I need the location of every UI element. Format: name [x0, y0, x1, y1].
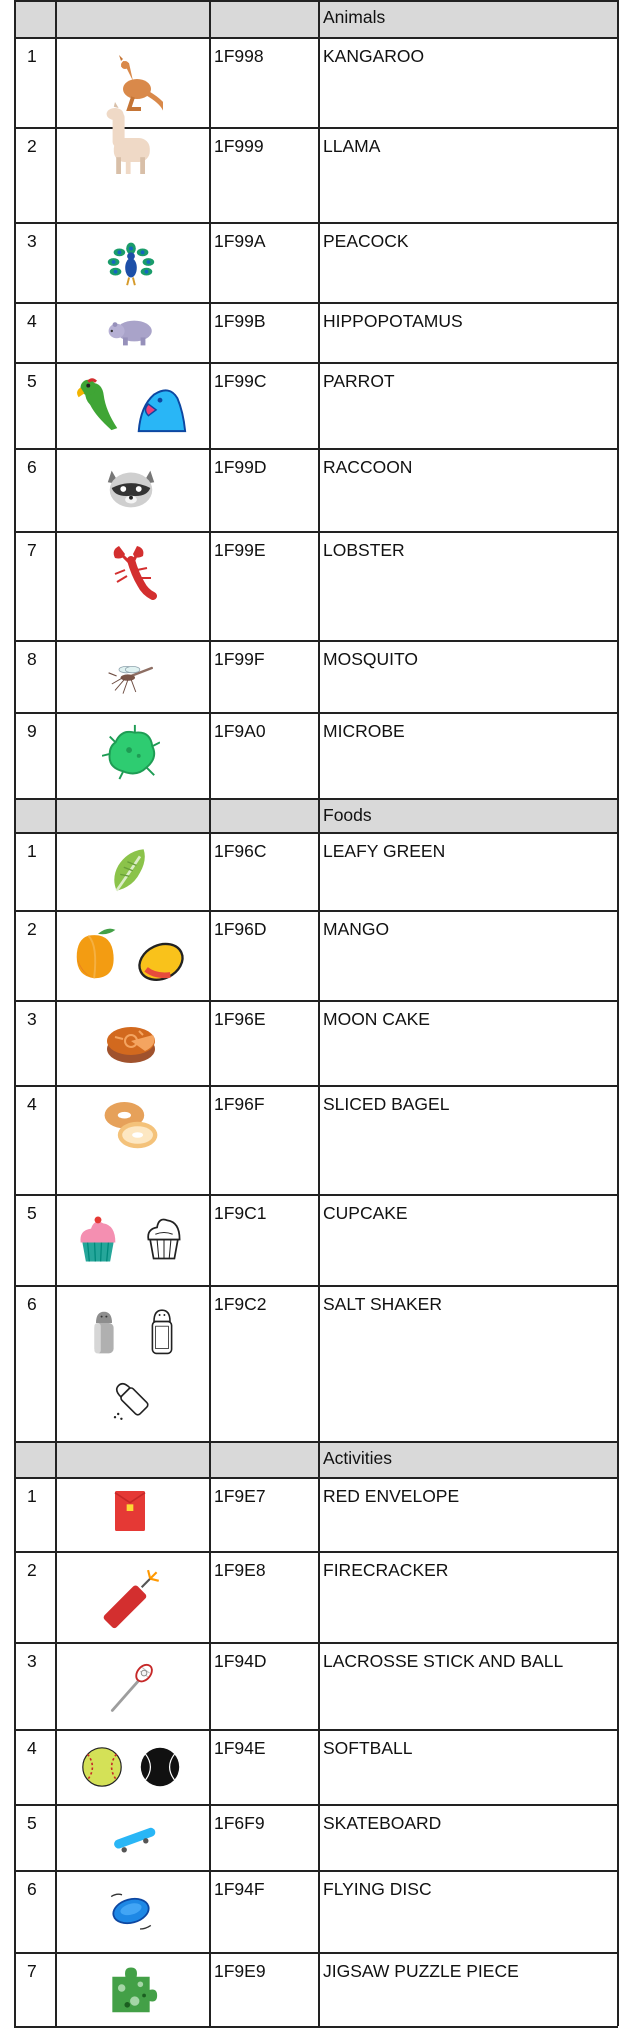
section-title: Animals — [323, 7, 386, 27]
salt-shaker-icon — [80, 1307, 128, 1355]
row-rule — [14, 222, 618, 224]
row-number: 4 — [27, 311, 37, 331]
cupcake-outline-icon — [138, 1210, 190, 1262]
codepoint: 1F9E7 — [214, 1486, 266, 1506]
emoji-name: LOBSTER — [323, 540, 405, 560]
emoji-name: SKATEBOARD — [323, 1813, 442, 1833]
row-rule — [14, 1642, 618, 1644]
skateboard-icon — [108, 1812, 162, 1866]
codepoint: 1F96C — [214, 841, 267, 861]
mosquito-icon — [107, 652, 155, 700]
codepoint: 1F94F — [214, 1879, 265, 1899]
column-rule — [318, 0, 320, 2026]
emoji-name: SALT SHAKER — [323, 1294, 442, 1314]
codepoint: 1F9A0 — [214, 721, 266, 741]
row-rule — [14, 1870, 618, 1872]
codepoint: 1F9E9 — [214, 1961, 266, 1981]
row-rule — [14, 1194, 618, 1196]
row-number: 3 — [27, 231, 37, 251]
emoji-name: RED ENVELOPE — [323, 1486, 460, 1506]
section-title: Foods — [323, 805, 372, 825]
leafy-green-icon — [104, 842, 158, 896]
row-rule — [14, 1000, 618, 1002]
column-rule — [55, 0, 57, 2026]
emoji-name: RACCOON — [323, 457, 413, 477]
row-rule — [14, 1441, 618, 1443]
emoji-name: KANGAROO — [323, 46, 425, 66]
codepoint: 1F99A — [214, 231, 266, 251]
codepoint: 1F9C1 — [214, 1203, 267, 1223]
row-number: 7 — [27, 1961, 37, 1981]
row-number: 1 — [27, 841, 37, 861]
row-number: 6 — [27, 1879, 37, 1899]
raccoon-icon — [102, 459, 160, 517]
row-number: 6 — [27, 457, 37, 477]
emoji-name: SLICED BAGEL — [323, 1094, 450, 1114]
column-rule — [617, 0, 619, 2026]
emoji-name: MANGO — [323, 919, 390, 939]
codepoint: 1F99D — [214, 457, 267, 477]
softball-black-icon — [136, 1743, 184, 1791]
parrot-green-icon — [67, 374, 125, 432]
codepoint: 1F96F — [214, 1094, 265, 1114]
mango-outline-icon — [133, 932, 189, 988]
llama-icon — [97, 102, 169, 174]
row-rule — [14, 1804, 618, 1806]
codepoint: 1F99C — [214, 371, 267, 391]
row-number: 2 — [27, 919, 37, 939]
codepoint: 1F96E — [214, 1009, 266, 1029]
row-number: 5 — [27, 1813, 37, 1833]
emoji-name: MOON CAKE — [323, 1009, 430, 1029]
row-number: 5 — [27, 1203, 37, 1223]
codepoint: 1F99E — [214, 540, 266, 560]
flying-disc-icon — [104, 1884, 158, 1938]
codepoint: 1F998 — [214, 46, 264, 66]
codepoint: 1F9C2 — [214, 1294, 267, 1314]
row-rule — [14, 832, 618, 834]
hippopotamus-icon — [107, 307, 155, 355]
row-rule — [14, 1952, 618, 1954]
emoji-name: PARROT — [323, 371, 395, 391]
emoji-name: MOSQUITO — [323, 649, 418, 669]
row-rule — [14, 1477, 618, 1479]
row-number: 1 — [27, 1486, 37, 1506]
row-number: 3 — [27, 1009, 37, 1029]
column-rule — [14, 0, 16, 2026]
row-number: 8 — [27, 649, 37, 669]
row-rule — [14, 1729, 618, 1731]
row-rule — [14, 2026, 618, 2028]
microbe-icon — [102, 723, 160, 781]
section-header — [15, 798, 617, 832]
codepoint: 1F94E — [214, 1738, 266, 1758]
codepoint: 1F9E8 — [214, 1560, 266, 1580]
codepoint: 1F6F9 — [214, 1813, 265, 1833]
row-rule — [14, 712, 618, 714]
row-rule — [14, 448, 618, 450]
row-rule — [14, 798, 618, 800]
row-rule — [14, 37, 618, 39]
emoji-name: MICROBE — [323, 721, 405, 741]
row-number: 4 — [27, 1738, 37, 1758]
emoji-name: LEAFY GREEN — [323, 841, 446, 861]
row-rule — [14, 1285, 618, 1287]
section-header — [15, 1441, 617, 1477]
sliced-bagel-icon — [98, 1091, 164, 1157]
emoji-name: CUPCAKE — [323, 1203, 408, 1223]
emoji-name: LLAMA — [323, 136, 381, 156]
row-rule — [14, 910, 618, 912]
emoji-name: FIRECRACKER — [323, 1560, 449, 1580]
emoji-name: JIGSAW PUZZLE PIECE — [323, 1961, 519, 1981]
codepoint: 1F999 — [214, 136, 264, 156]
moon-cake-icon — [101, 1011, 161, 1071]
codepoint: 1F99F — [214, 649, 265, 669]
row-rule — [14, 640, 618, 642]
firecracker-icon — [99, 1568, 163, 1632]
peacock-icon — [102, 233, 160, 291]
cupcake-icon — [72, 1213, 124, 1265]
row-number: 6 — [27, 1294, 37, 1314]
codepoint: 1F94D — [214, 1651, 267, 1671]
section-header — [15, 0, 617, 37]
salt-shaker-outline-icon — [138, 1307, 186, 1355]
codepoint: 1F99B — [214, 311, 266, 331]
emoji-name: PEACOCK — [323, 231, 409, 251]
row-number: 7 — [27, 540, 37, 560]
codepoint: 1F96D — [214, 919, 267, 939]
row-rule — [14, 302, 618, 304]
parrot-blue-icon — [131, 377, 189, 435]
row-rule — [14, 1551, 618, 1553]
row-rule — [14, 0, 618, 2]
row-number: 2 — [27, 136, 37, 156]
emoji-name: HIPPOPOTAMUS — [323, 311, 463, 331]
red-envelope-icon — [105, 1486, 155, 1536]
emoji-name: LACROSSE STICK AND BALL — [323, 1651, 564, 1671]
column-rule — [209, 0, 211, 2026]
row-rule — [14, 531, 618, 533]
section-title: Activities — [323, 1448, 393, 1468]
lobster-icon — [101, 540, 161, 600]
row-number: 4 — [27, 1094, 37, 1114]
emoji-name: FLYING DISC — [323, 1879, 432, 1899]
row-number: 1 — [27, 46, 37, 66]
row-number: 2 — [27, 1560, 37, 1580]
row-rule — [14, 1085, 618, 1087]
softball-icon — [78, 1743, 126, 1791]
emoji-name: SOFTBALL — [323, 1738, 413, 1758]
lacrosse-icon — [103, 1660, 159, 1716]
row-number: 3 — [27, 1651, 37, 1671]
row-rule — [14, 362, 618, 364]
row-number: 9 — [27, 721, 37, 741]
row-number: 5 — [27, 371, 37, 391]
mango-icon — [69, 926, 127, 984]
salt-shaker-pouring-icon — [107, 1374, 155, 1422]
jigsaw-icon — [103, 1960, 159, 2016]
